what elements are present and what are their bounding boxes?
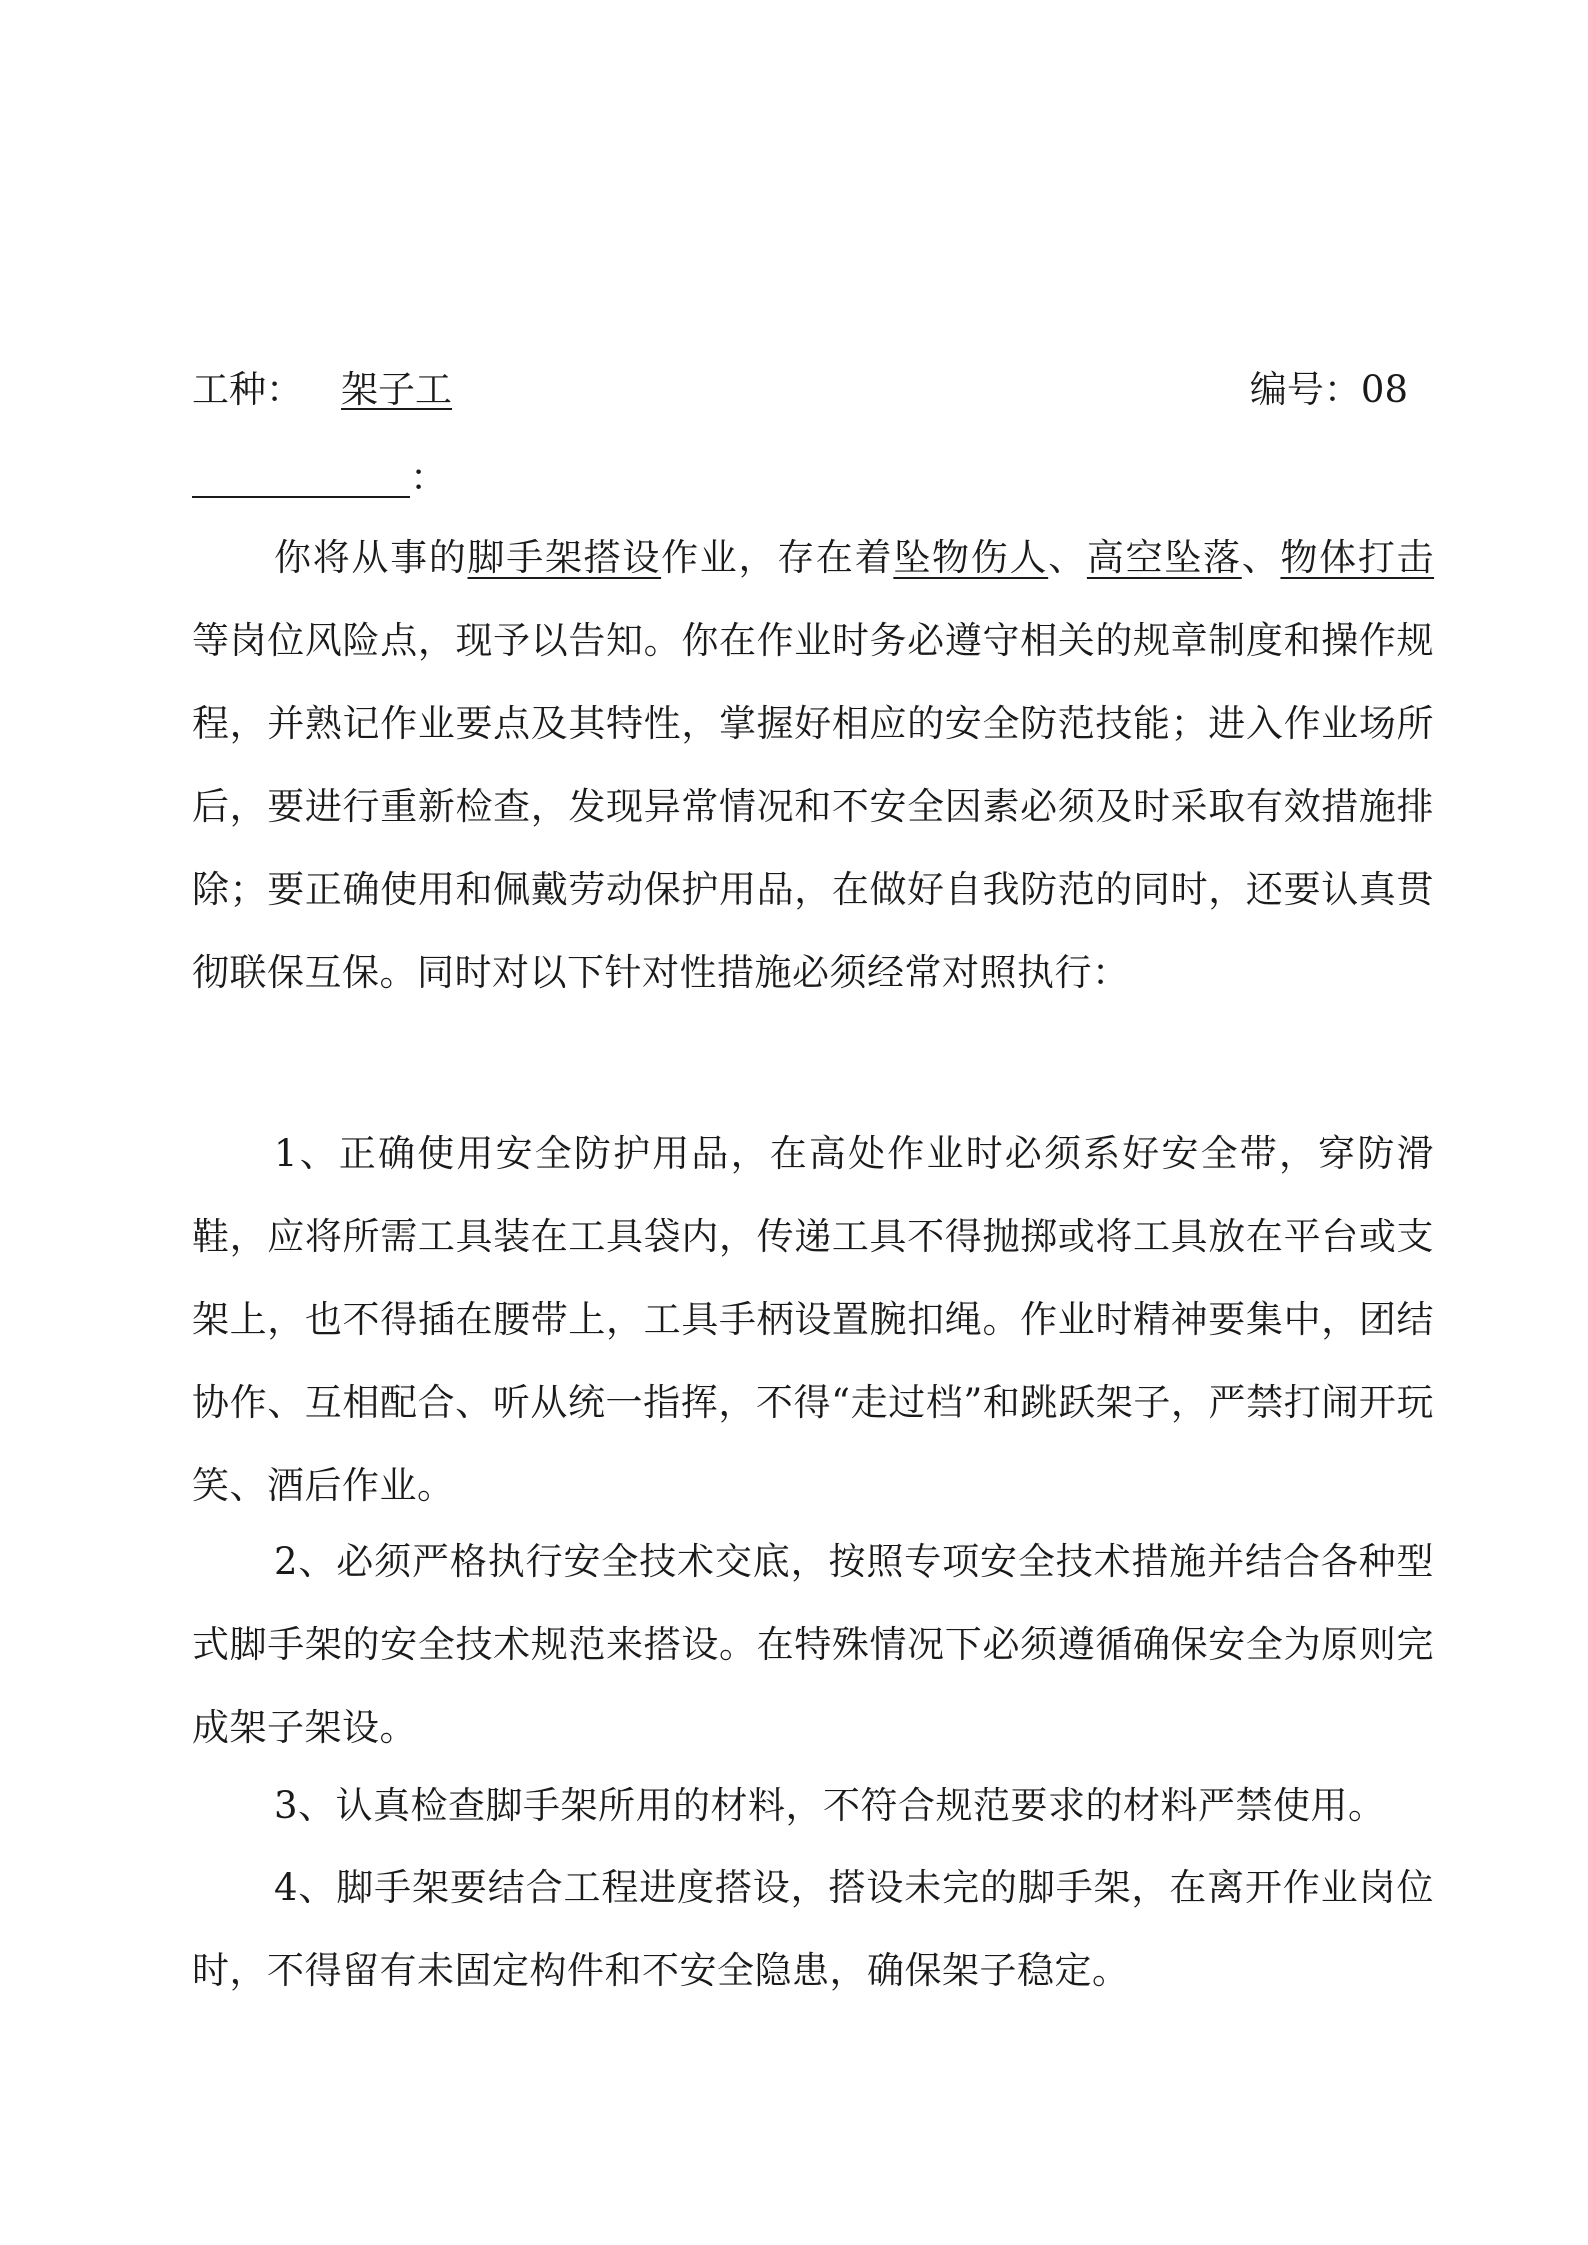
job-type-label: 工种： — [192, 368, 303, 411]
intro-text-3: 等岗位风险点，现予以告知。你在作业时务必遵守相关的规章制度和操作规程，并熟记作业要点及其特性，掌握好相应的安全防范技能；进入作业场所后，要进行重新检查，发现异常情况和不安全因素必须及时采取有效措施排除；要正确使用和佩戴劳动保护用品，在做好自我防范的同时，还要认真贯彻联保互保。同时对以下针对性措施必须经常对照执行： — [192, 619, 1434, 994]
document-header — [192, 360, 1408, 420]
intro-text-2: 作业，存在着 — [661, 536, 894, 579]
risk-point-2: 高空坠落 — [1086, 536, 1242, 579]
document-number: 编号：08 — [1249, 368, 1408, 411]
risk-separator-1: 、 — [1048, 536, 1087, 579]
hazard-work-type: 脚手架搭设 — [467, 536, 662, 579]
job-type-value: 架子工 — [341, 368, 452, 411]
measure-item-3: 3、认真检查脚手架所用的材料，不符合规范要求的材料严禁使用。 — [274, 1784, 1386, 1827]
risk-separator-2: 、 — [1241, 536, 1281, 579]
measure-item-1: 1、正确使用安全防护用品，在高处作业时必须系好安全带，穿防滑鞋，应将所需工具装在工具袋内，传递工具不得抛掷或将工具放在平台或支架上，也不得插在腰带上，工具手柄设置腕扣绳。作业时精神要集中，团结协作、互相配合、听从统一指挥，不得“走过档”和跳跃架子，严禁打闹开玩笑、酒后作业。 — [192, 1132, 1434, 1507]
risk-point-3: 物体打击 — [1280, 536, 1435, 579]
intro-text-1: 你将从事的 — [274, 536, 468, 579]
intro-paragraph — [192, 516, 1434, 1014]
addressee-blank — [192, 458, 410, 498]
risk-point-1: 坠物伤人 — [893, 536, 1049, 579]
job-type — [192, 360, 452, 420]
addressee-colon: ： — [410, 456, 447, 499]
measure-item-4: 4、脚手架要结合工程进度搭设，搭设未完的脚手架，在离开作业岗位时，不得留有未固定构件和不安全隐患，确保架子稳定。 — [192, 1866, 1434, 1992]
measure-item-2: 2、必须严格执行安全技术交底，按照专项安全技术措施并结合各种型式脚手架的安全技术规范来搭设。在特殊情况下必须遵循确保安全为原则完成架子架设。 — [192, 1540, 1434, 1749]
addressee-line — [192, 448, 447, 508]
